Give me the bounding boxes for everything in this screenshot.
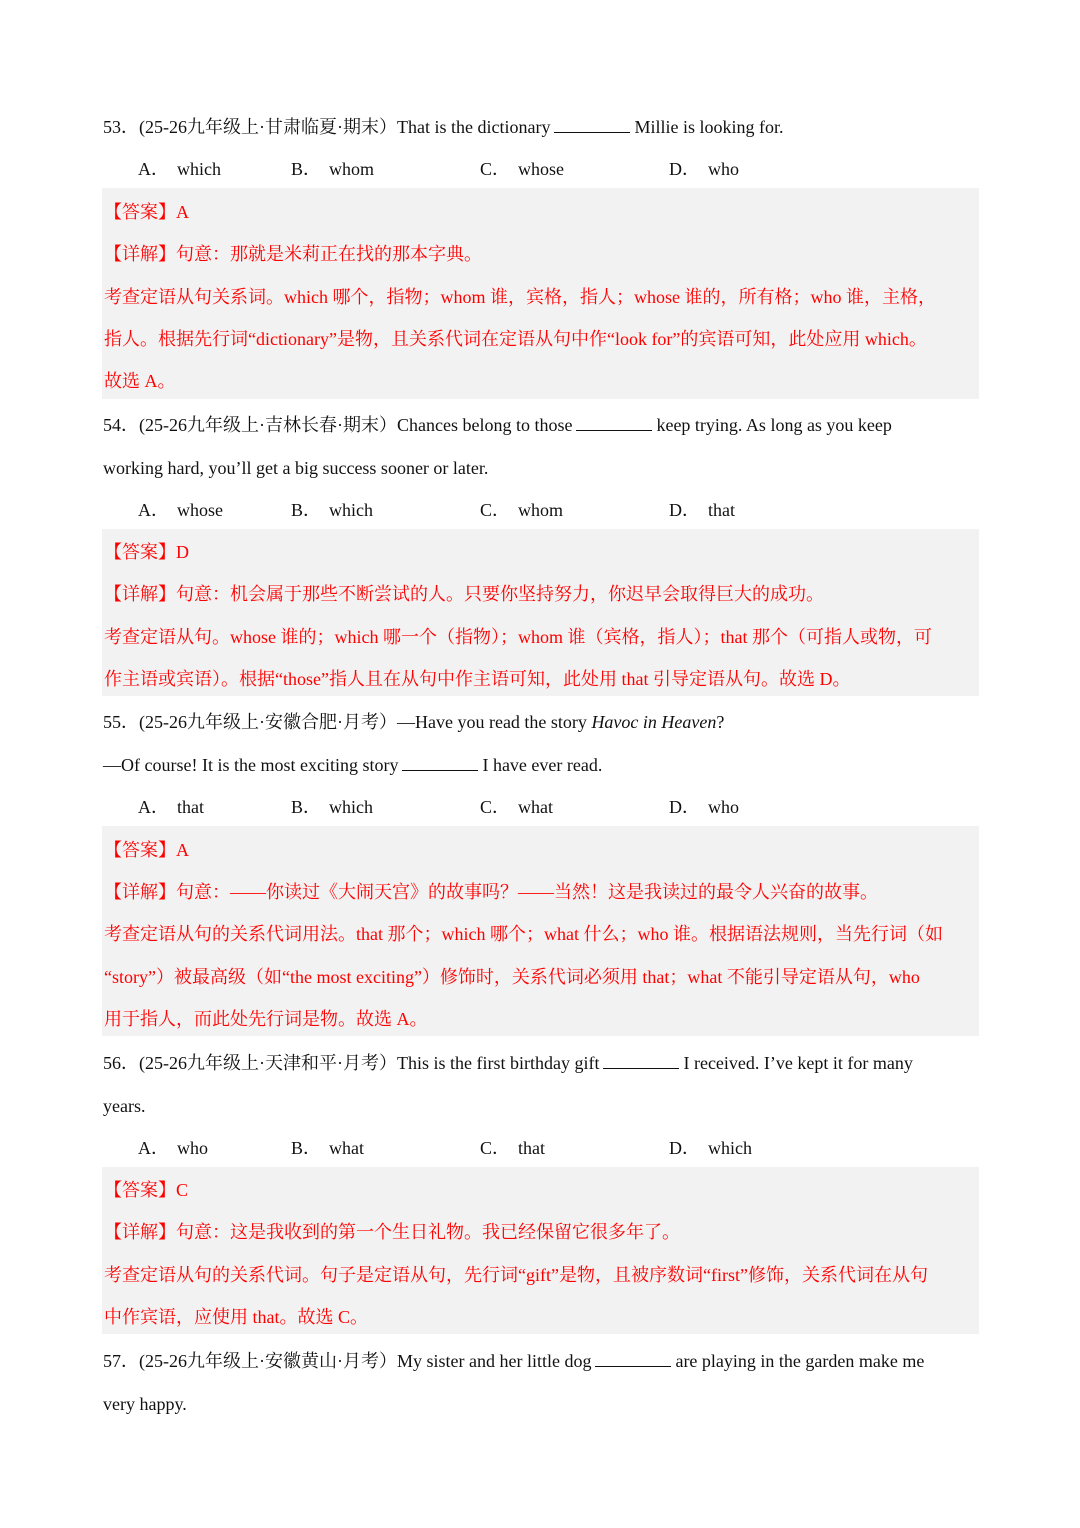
stem-text: That is the dictionary bbox=[396, 117, 551, 137]
option-d: D． that bbox=[669, 500, 735, 520]
stem-text: ? bbox=[716, 712, 725, 732]
answer-blank bbox=[402, 755, 478, 771]
explain-meaning: 【详解】句意：那就是米莉正在找的那本字典。 bbox=[104, 244, 482, 264]
question-54-stem-line2: working hard, you’ll get a big success sooner or later. bbox=[103, 458, 489, 478]
analysis-line: 考查定语从句的关系代词用法。that 那个；which 哪个；what 什么；who 谁。根据语法规则，当先行词（如 bbox=[104, 924, 943, 944]
answer-label: 【答案】A bbox=[104, 840, 189, 860]
analysis-line: 故选 A。 bbox=[104, 371, 176, 391]
analysis-line: “story”）被最高级（如“the most exciting”）修饰时，关系代词必须用 that；what 不能引导定语从句，who bbox=[104, 967, 920, 987]
analysis-line: 考查定语从句。whose 谁的；which 哪一个（指物）；whom 谁（宾格，指人）；that 那个（可指人或物，可 bbox=[104, 627, 932, 647]
option-d: D． which bbox=[669, 1138, 752, 1158]
question-56-stem bbox=[103, 1052, 978, 1074]
option-d: D． who bbox=[669, 797, 739, 817]
stem-text: are playing in the garden make me bbox=[675, 1351, 925, 1371]
answer-blank bbox=[576, 415, 652, 431]
answer-box-55 bbox=[102, 826, 979, 1036]
option-b: B． whom bbox=[291, 159, 375, 179]
question-53-options bbox=[0, 158, 1080, 182]
question-source: (25-26九年级上·甘肃临夏·期末） bbox=[139, 117, 397, 137]
option-c: C． whom bbox=[480, 500, 564, 520]
question-55-options bbox=[0, 796, 1080, 820]
answer-label: 【答案】D bbox=[104, 542, 189, 562]
stem-text: keep trying. As long as you keep bbox=[656, 415, 892, 435]
question-source: (25-26九年级上·吉林长春·期末） bbox=[139, 415, 397, 435]
analysis-line: 考查定语从句的关系代词。句子是定语从句，先行词“gift”是物，且被序数词“first”修饰，关系代词在从句 bbox=[104, 1265, 928, 1285]
analysis-line: 指人。根据先行词“dictionary”是物，且关系代词在定语从句中作“look for”的宾语可知，此处应用 which。 bbox=[104, 329, 927, 349]
stem-text: Millie is looking for. bbox=[634, 117, 784, 137]
analysis-line: 作主语或宾语）。根据“those”指人且在从句中作主语可知，此处用 that 引导定语从句。故选 D。 bbox=[104, 669, 851, 689]
option-a: A． who bbox=[138, 1138, 208, 1158]
stem-text: My sister and her little dog bbox=[396, 1351, 592, 1371]
question-56-options bbox=[0, 1137, 1080, 1161]
question-source: (25-26九年级上·安徽黄山·月考） bbox=[139, 1351, 397, 1371]
analysis-line: 考查定语从句关系词。which 哪个，指物；whom 谁，宾格，指人；whose 谁的，所有格；who 谁，主格， bbox=[104, 287, 936, 307]
question-53-stem bbox=[103, 116, 978, 138]
question-54-stem bbox=[103, 414, 978, 436]
option-a: A． that bbox=[138, 797, 204, 817]
option-b: B． what bbox=[291, 1138, 365, 1158]
explain-meaning: 【详解】句意：——你读过《大闹天宫》的故事吗？——当然！这是我读过的最令人兴奋的故事。 bbox=[104, 882, 878, 902]
answer-blank bbox=[603, 1053, 679, 1069]
question-source: (25-26九年级上·天津和平·月考） bbox=[139, 1053, 397, 1073]
option-d: D． who bbox=[669, 159, 739, 179]
answer-blank bbox=[554, 117, 630, 133]
question-number: 57． bbox=[103, 1351, 139, 1371]
story-title: Havoc in Heaven bbox=[591, 712, 717, 732]
question-number: 54． bbox=[103, 415, 139, 435]
answer-box-54 bbox=[102, 529, 979, 696]
answer-blank bbox=[595, 1351, 671, 1367]
question-55-stem bbox=[103, 711, 978, 733]
option-b: B． which bbox=[291, 797, 374, 817]
analysis-line: 用于指人，而此处先行词是物。故选 A。 bbox=[104, 1009, 428, 1029]
option-a: A． whose bbox=[138, 500, 223, 520]
question-57-stem-line2: very happy. bbox=[103, 1394, 187, 1414]
stem-text: I have ever read. bbox=[482, 755, 603, 775]
question-54-options bbox=[0, 499, 1080, 523]
answer-box-53 bbox=[102, 188, 979, 399]
option-c: C． what bbox=[480, 797, 554, 817]
option-b: B． which bbox=[291, 500, 374, 520]
question-57-stem bbox=[103, 1350, 978, 1372]
answer-box-56 bbox=[102, 1167, 979, 1334]
question-number: 55． bbox=[103, 712, 139, 732]
question-number: 56． bbox=[103, 1053, 139, 1073]
explain-meaning: 【详解】句意：机会属于那些不断尝试的人。只要你坚持努力，你迟早会取得巨大的成功。 bbox=[104, 584, 824, 604]
option-a: A． which bbox=[138, 159, 221, 179]
analysis-line: 中作宾语，应使用 that。故选 C。 bbox=[104, 1307, 368, 1327]
stem-text: This is the first birthday gift bbox=[396, 1053, 600, 1073]
stem-text: —Have you read the story bbox=[396, 712, 592, 732]
explain-meaning: 【详解】句意：这是我收到的第一个生日礼物。我已经保留它很多年了。 bbox=[104, 1222, 680, 1242]
question-56-stem-line2: years. bbox=[103, 1096, 146, 1116]
answer-label: 【答案】C bbox=[104, 1180, 189, 1200]
question-source: (25-26九年级上·安徽合肥·月考） bbox=[139, 712, 397, 732]
stem-text: I received. I’ve kept it for many bbox=[683, 1053, 913, 1073]
question-number: 53． bbox=[103, 117, 139, 137]
option-c: C． whose bbox=[480, 159, 565, 179]
stem-text: —Of course! It is the most exciting story bbox=[103, 755, 399, 775]
question-55-stem-line2 bbox=[103, 754, 978, 776]
stem-text: Chances belong to those bbox=[396, 415, 573, 435]
answer-label: 【答案】A bbox=[104, 202, 189, 222]
option-c: C． that bbox=[480, 1138, 546, 1158]
